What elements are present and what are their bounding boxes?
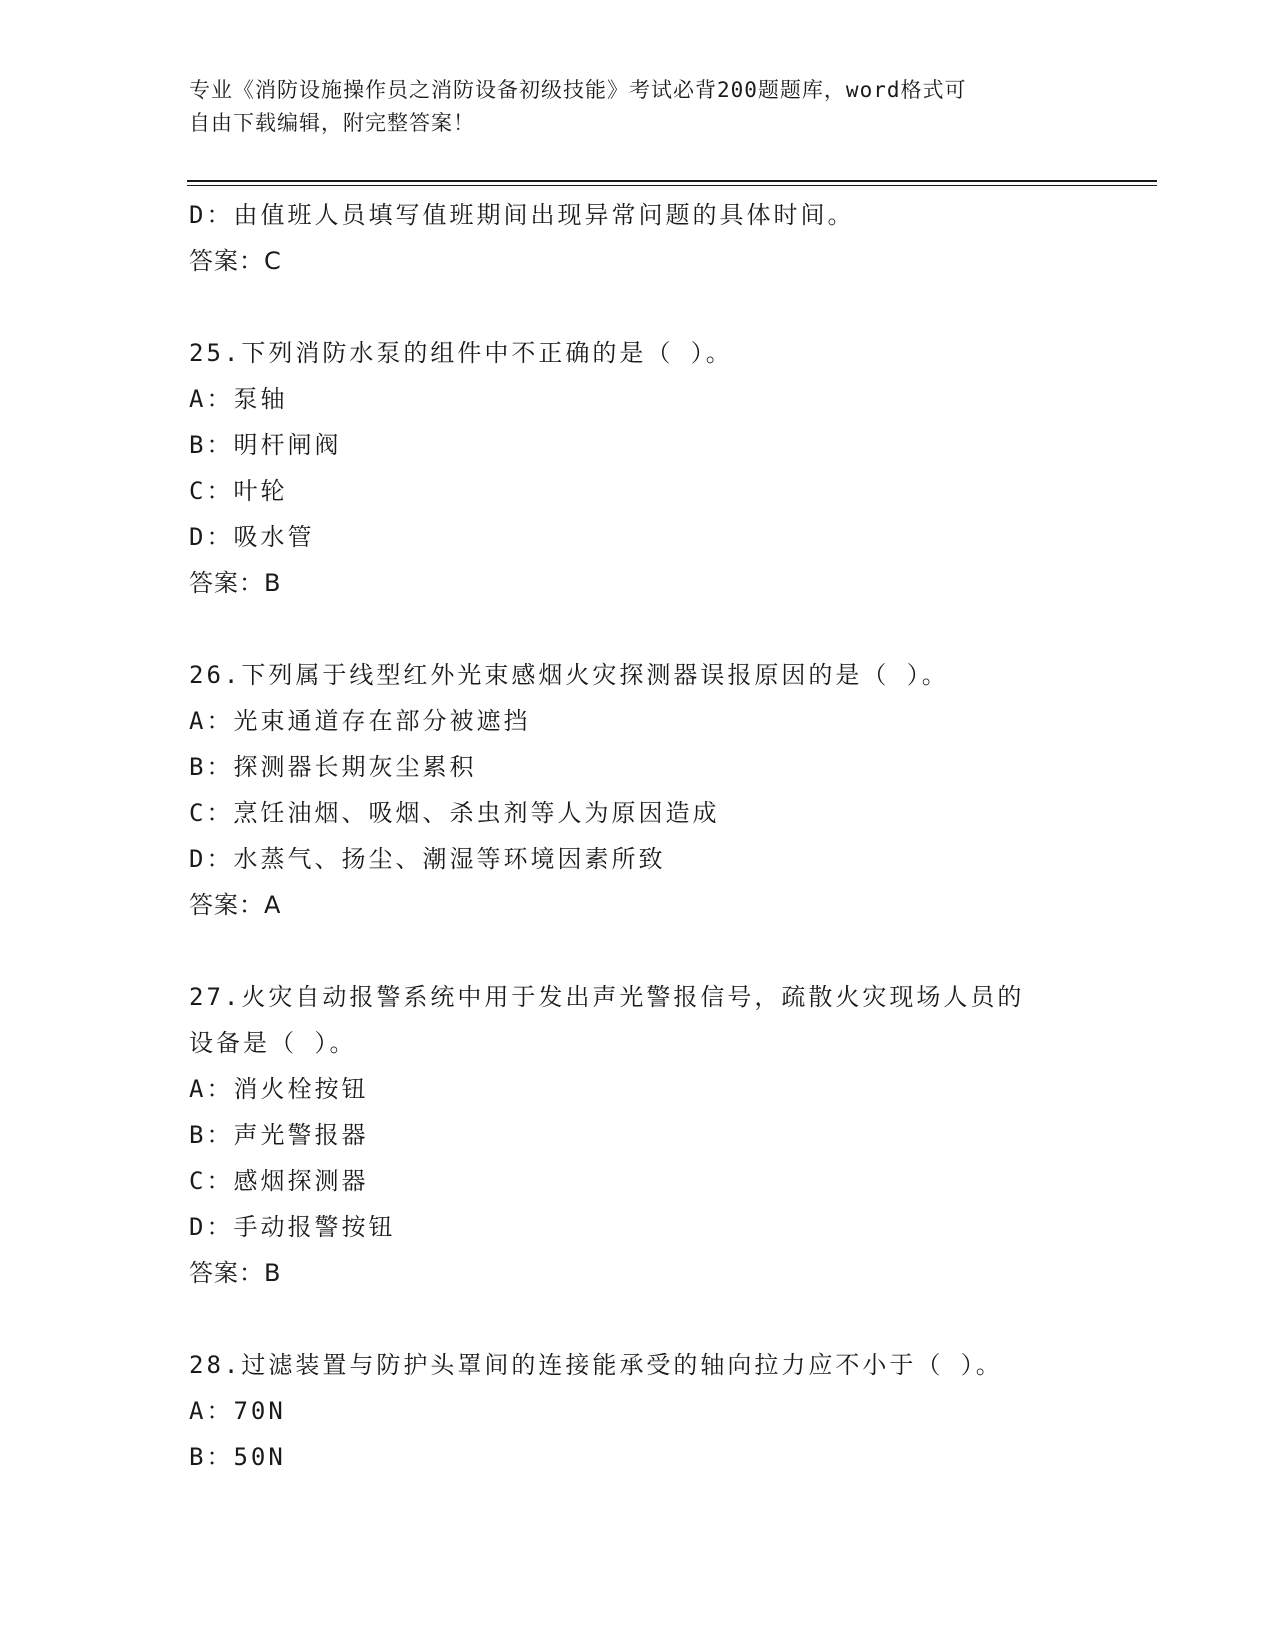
question-option-a: A：光束通道存在部分被遮挡 [189, 707, 531, 735]
question-25 [189, 330, 1149, 606]
header-title-line-2: 自由下载编辑，附完整答案！ [189, 111, 475, 135]
question-stem: 28.过滤装置与防护头罩间的连接能承受的轴向拉力应不小于（ ）。 [189, 1351, 1003, 1379]
question-option-a: A：消火栓按钮 [189, 1075, 369, 1103]
question-option-d: D：吸水管 [189, 523, 315, 551]
header-title-line-1: 专业《消防设施操作员之消防设备初级技能》考试必背200题题库，word格式可 [189, 78, 967, 102]
spacer [189, 284, 1149, 330]
question-stem: 25.下列消防水泵的组件中不正确的是（ ）。 [189, 339, 733, 367]
question-option-c: C：烹饪油烟、吸烟、杀虫剂等人为原因造成 [189, 799, 720, 827]
question-answer: 答案：B [189, 569, 282, 597]
question-option-d: D：手动报警按钮 [189, 1213, 396, 1241]
question-stem: 26.下列属于线型红外光束感烟火灾探测器误报原因的是（ ）。 [189, 661, 949, 689]
question-option-a: A：泵轴 [189, 385, 288, 413]
header-divider-thick [187, 180, 1157, 182]
question-option-b: B：声光警报器 [189, 1121, 369, 1149]
spacer [189, 1296, 1149, 1342]
question-option-c: C：叶轮 [189, 477, 288, 505]
question-list [189, 192, 1149, 1480]
question-option-b: B：50N [189, 1443, 286, 1471]
question-28 [189, 1342, 1149, 1480]
question-stem-line-1: 27.火灾自动报警系统中用于发出声光警报信号，疏散火灾现场人员的 [189, 983, 1025, 1011]
document-header [189, 74, 1069, 140]
spacer [189, 928, 1149, 974]
question-option-b: B：明杆闸阀 [189, 431, 342, 459]
prev-question-answer: 答案：C [189, 247, 282, 275]
prev-question-option-d: D：由值班人员填写值班期间出现异常问题的具体时间。 [189, 201, 855, 229]
question-27 [189, 974, 1149, 1296]
question-26 [189, 652, 1149, 928]
header-divider-thin [187, 185, 1157, 186]
question-option-c: C：感烟探测器 [189, 1167, 369, 1195]
question-option-b: B：探测器长期灰尘累积 [189, 753, 477, 781]
question-option-d: D：水蒸气、扬尘、潮湿等环境因素所致 [189, 845, 666, 873]
question-answer: 答案：B [189, 1259, 282, 1287]
question-option-a: A：70N [189, 1397, 286, 1425]
question-stem-line-2: 设备是（ ）。 [189, 1029, 357, 1057]
question-answer: 答案：A [189, 891, 282, 919]
spacer [189, 606, 1149, 652]
